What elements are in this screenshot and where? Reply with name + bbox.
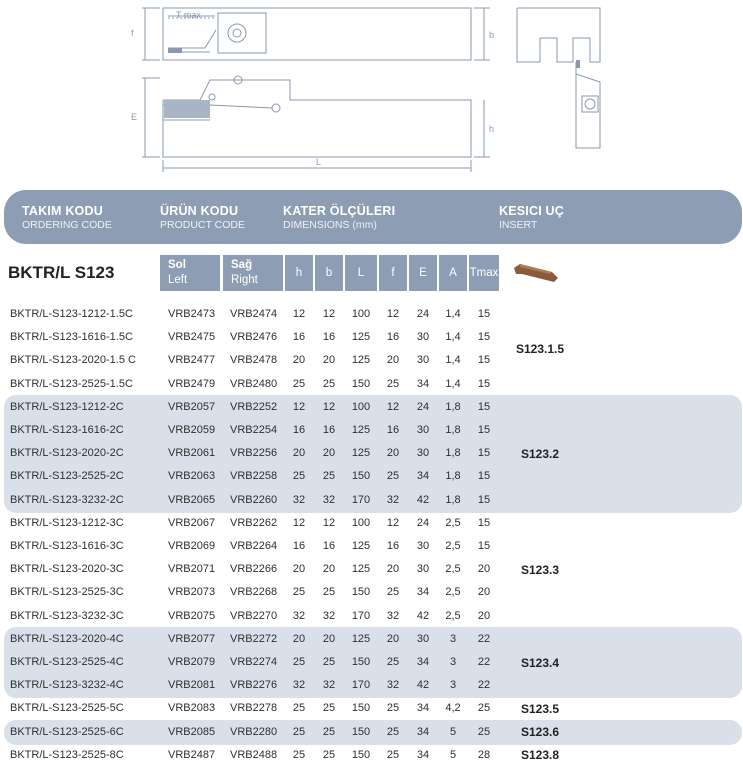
dimension-e: 30 — [416, 331, 430, 344]
dimension-l: 100 — [351, 516, 371, 529]
dimension-a: 2,5 — [445, 609, 461, 622]
grooving-insert-image — [512, 262, 560, 284]
product-code-left: VRB2069 — [168, 540, 216, 552]
dimension-a: 2,5 — [445, 563, 461, 576]
dimension-a: 1,8 — [445, 447, 461, 460]
dimension-tmax: 15 — [477, 308, 491, 320]
product-code-left: VRB2079 — [168, 656, 216, 668]
product-code-right: VRB2478 — [230, 354, 278, 367]
table-row — [0, 675, 743, 698]
dimension-e: 42 — [416, 679, 430, 692]
product-code-right: VRB2480 — [230, 377, 278, 390]
dimension-h: 12 — [292, 516, 306, 529]
ordering-code: BKTR/L-S123-2525-6C — [10, 725, 124, 738]
table-row — [0, 397, 743, 420]
insert-label: S123.2 — [520, 446, 560, 461]
dimension-e: 42 — [416, 609, 430, 622]
dimension-f: 12 — [386, 400, 400, 413]
dimension-f: 12 — [386, 308, 400, 320]
dimension-l: 125 — [351, 424, 371, 436]
dimension-e: 34 — [416, 725, 430, 738]
dimension-b: 25 — [322, 586, 336, 599]
ordering-code: BKTR/L-S123-2020-4C — [10, 632, 124, 645]
product-code-right: VRB2254 — [230, 424, 278, 436]
dimension-h: 25 — [292, 470, 306, 483]
product-code-left: VRB2061 — [168, 447, 216, 460]
dimension-b: 32 — [322, 679, 336, 692]
insert-label: S123.8 — [520, 748, 560, 763]
dimension-b: 20 — [322, 563, 336, 576]
e-label: E — [131, 112, 138, 122]
ordering-code: BKTR/L-S123-2525-8C — [10, 748, 124, 761]
product-code-left: VRB2073 — [168, 586, 216, 599]
product-code-left: VRB2057 — [168, 400, 216, 413]
dimension-h: 12 — [292, 308, 306, 320]
dimension-l: 150 — [351, 656, 371, 668]
dimension-h: 25 — [292, 377, 306, 390]
dimension-l: 150 — [351, 725, 371, 738]
table-row — [0, 698, 743, 721]
dimension-f: 25 — [386, 725, 400, 738]
dimension-h: 20 — [292, 354, 306, 367]
dimension-l: 150 — [351, 702, 371, 715]
table-row — [0, 420, 743, 443]
b-label: b — [489, 30, 495, 40]
ordering-code: BKTR/L-S123-2525-4C — [10, 656, 124, 668]
dimension-a: 2,5 — [445, 586, 461, 599]
dimension-b: 12 — [322, 516, 336, 529]
table-row — [0, 350, 743, 373]
ordering-code-header: TAKIM KODU ORDERING CODE — [22, 204, 112, 231]
ordering-code: BKTR/L-S123-1212-2C — [10, 400, 124, 413]
dimension-f: 32 — [386, 493, 400, 506]
product-code-left: VRB2063 — [168, 470, 216, 483]
dimension-tmax: 15 — [477, 354, 491, 367]
dimension-h: 25 — [292, 702, 306, 715]
dimension-f: 25 — [386, 470, 400, 483]
tmax-label: T max — [176, 10, 201, 20]
dimension-a: 2,5 — [445, 516, 461, 529]
product-code-left: VRB2479 — [168, 377, 216, 390]
dimension-a: 1,4 — [445, 331, 461, 344]
dimension-e: 34 — [416, 702, 430, 715]
table-row — [0, 559, 743, 582]
dimension-h: 16 — [292, 540, 306, 552]
product-code-right: VRB2280 — [230, 725, 278, 738]
dimension-e: 24 — [416, 516, 430, 529]
dimension-e: 34 — [416, 586, 430, 599]
dimension-l: 125 — [351, 354, 371, 367]
dimension-f: 25 — [386, 586, 400, 599]
ordering-code: BKTR/L-S123-2020-1.5 C — [10, 354, 136, 367]
dimension-e: 34 — [416, 656, 430, 668]
dimension-l: 170 — [351, 609, 371, 622]
column-header-b: b — [315, 255, 343, 291]
product-code-right: VRB2262 — [230, 516, 278, 529]
product-code-left: VRB2059 — [168, 424, 216, 436]
product-code-right: VRB2258 — [230, 470, 278, 483]
dimension-l: 150 — [351, 586, 371, 599]
dimension-h: 32 — [292, 493, 306, 506]
dimension-b: 16 — [322, 331, 336, 344]
ordering-code: BKTR/L-S123-1616-3C — [10, 540, 124, 552]
column-header-left: Sol Left — [160, 255, 220, 291]
insert-header: KESICI UÇ INSERT — [499, 204, 565, 231]
dimension-tmax: 20 — [477, 609, 491, 622]
dimension-e: 42 — [416, 493, 430, 506]
insert-label: S123.3 — [520, 562, 560, 577]
ordering-code: BKTR/L-S123-1616-1.5C — [10, 331, 133, 344]
dimension-a: 4,2 — [445, 702, 461, 715]
table-row — [0, 490, 743, 513]
insert-label: S123.1.5 — [515, 342, 565, 357]
dimension-f: 20 — [386, 354, 400, 367]
dimension-tmax: 15 — [477, 470, 491, 483]
dimension-b: 16 — [322, 424, 336, 436]
table-row — [0, 304, 743, 327]
product-code-right: VRB2276 — [230, 679, 278, 692]
dimension-tmax: 25 — [477, 702, 491, 715]
insert-label: S123.6 — [520, 725, 560, 740]
dimension-l: 150 — [351, 748, 371, 761]
product-code-left: VRB2075 — [168, 609, 216, 622]
dimension-h: 32 — [292, 679, 306, 692]
dimension-h: 20 — [292, 447, 306, 460]
insert-label: S123.4 — [520, 655, 560, 670]
dimension-f: 16 — [386, 331, 400, 344]
dimension-l: 125 — [351, 563, 371, 576]
product-code-left: VRB2487 — [168, 748, 216, 761]
table-row — [0, 582, 743, 605]
product-code-right: VRB2260 — [230, 493, 278, 506]
product-code-right: VRB2270 — [230, 609, 278, 622]
dimension-e: 24 — [416, 308, 430, 320]
column-header-tmax: Tmax — [469, 255, 499, 291]
f-label: f — [131, 28, 134, 38]
product-code-header: ÜRÜN KODU PRODUCT CODE — [160, 204, 245, 231]
dimension-a: 5 — [449, 748, 457, 761]
dimension-h: 16 — [292, 424, 306, 436]
table-row — [0, 443, 743, 466]
dimension-f: 12 — [386, 516, 400, 529]
dimension-a: 5 — [449, 725, 457, 738]
dimension-tmax: 22 — [477, 679, 491, 692]
table-row — [0, 652, 743, 675]
product-code-left: VRB2085 — [168, 725, 216, 738]
product-code-left: VRB2083 — [168, 702, 216, 715]
product-code-left: VRB2071 — [168, 563, 216, 576]
dimension-b: 20 — [322, 354, 336, 367]
dimension-a: 1,4 — [445, 308, 461, 320]
dimension-tmax: 15 — [477, 424, 491, 436]
dimension-b: 20 — [322, 447, 336, 460]
dimension-b: 25 — [322, 725, 336, 738]
dimension-tmax: 15 — [477, 377, 491, 390]
dimension-b: 25 — [322, 470, 336, 483]
dimension-b: 25 — [322, 656, 336, 668]
h-label: h — [489, 124, 495, 134]
dimensions-header: KATER ÖLÇÜLERI DIMENSIONS (mm) — [283, 204, 396, 231]
product-code-right: VRB2278 — [230, 702, 278, 715]
ordering-code: BKTR/L-S123-1212-1.5C — [10, 308, 133, 320]
technical-drawing — [0, 0, 743, 190]
dimension-h: 25 — [292, 725, 306, 738]
product-code-left: VRB2065 — [168, 493, 216, 506]
dimension-l: 125 — [351, 447, 371, 460]
dimension-f: 32 — [386, 679, 400, 692]
dimension-l: 100 — [351, 400, 371, 413]
product-code-right: VRB2474 — [230, 308, 278, 320]
dimension-h: 20 — [292, 632, 306, 645]
product-code-left: VRB2473 — [168, 308, 216, 320]
table-row — [0, 466, 743, 489]
column-header-a: A — [439, 255, 467, 291]
series-title: BKTR/L S123 — [8, 263, 115, 282]
dimension-tmax: 22 — [477, 632, 491, 645]
table-row — [0, 513, 743, 536]
product-code-right: VRB2252 — [230, 400, 278, 413]
dimension-b: 20 — [322, 632, 336, 645]
product-code-right: VRB2264 — [230, 540, 278, 552]
dimension-a: 1,4 — [445, 377, 461, 390]
ordering-code: BKTR/L-S123-2020-2C — [10, 447, 124, 460]
table-row — [0, 745, 743, 768]
product-code-right: VRB2266 — [230, 563, 278, 576]
dimension-f: 20 — [386, 447, 400, 460]
dimension-l: 170 — [351, 679, 371, 692]
dimension-f: 20 — [386, 563, 400, 576]
product-code-right: VRB2256 — [230, 447, 278, 460]
table-row — [0, 374, 743, 397]
dimension-b: 12 — [322, 308, 336, 320]
column-header-right: Sağ Right — [223, 255, 283, 291]
column-header-l: L — [345, 255, 377, 291]
dimension-a: 3 — [449, 656, 457, 668]
dimension-tmax: 15 — [477, 400, 491, 413]
dimension-b: 16 — [322, 540, 336, 552]
product-code-right: VRB2488 — [230, 748, 278, 761]
ordering-code: BKTR/L-S123-1616-2C — [10, 424, 124, 436]
dimension-l: 125 — [351, 540, 371, 552]
ordering-code: BKTR/L-S123-1212-3C — [10, 516, 124, 529]
table-row — [0, 722, 743, 745]
dimension-e: 34 — [416, 377, 430, 390]
dimension-b: 25 — [322, 702, 336, 715]
dimension-a: 1,8 — [445, 493, 461, 506]
dimension-b: 32 — [322, 609, 336, 622]
dimension-e: 24 — [416, 400, 430, 413]
dimension-f: 16 — [386, 540, 400, 552]
dimension-a: 1,8 — [445, 400, 461, 413]
dimension-l: 170 — [351, 493, 371, 506]
product-code-left: VRB2067 — [168, 516, 216, 529]
dimension-e: 30 — [416, 424, 430, 436]
dimension-f: 25 — [386, 656, 400, 668]
dimension-h: 12 — [292, 400, 306, 413]
dimension-b: 32 — [322, 493, 336, 506]
dimension-e: 30 — [416, 354, 430, 367]
dimension-a: 3 — [449, 632, 457, 645]
dimension-a: 1,8 — [445, 470, 461, 483]
table-header-band — [4, 190, 742, 244]
dimension-l: 125 — [351, 632, 371, 645]
product-code-left: VRB2477 — [168, 354, 216, 367]
dimension-tmax: 15 — [477, 493, 491, 506]
dimension-tmax: 28 — [477, 748, 491, 761]
ordering-code: BKTR/L-S123-2525-1.5C — [10, 377, 133, 390]
l-label: L — [316, 157, 322, 167]
dimension-tmax: 20 — [477, 586, 491, 599]
dimension-e: 30 — [416, 447, 430, 460]
ordering-code: BKTR/L-S123-2525-5C — [10, 702, 124, 715]
column-header-f: f — [379, 255, 407, 291]
product-code-left: VRB2081 — [168, 679, 216, 692]
product-code-right: VRB2268 — [230, 586, 278, 599]
dimension-h: 25 — [292, 586, 306, 599]
dimension-a: 1,4 — [445, 354, 461, 367]
dimension-tmax: 15 — [477, 447, 491, 460]
product-code-left: VRB2475 — [168, 331, 216, 344]
dimension-h: 32 — [292, 609, 306, 622]
column-header-e: E — [409, 255, 437, 291]
column-header-h: h — [285, 255, 313, 291]
dimension-f: 32 — [386, 609, 400, 622]
ordering-code: BKTR/L-S123-3232-2C — [10, 493, 124, 506]
dimension-tmax: 15 — [477, 540, 491, 552]
ordering-code: BKTR/L-S123-3232-4C — [10, 679, 124, 692]
dimension-l: 150 — [351, 470, 371, 483]
product-code-right: VRB2272 — [230, 632, 278, 645]
dimension-h: 20 — [292, 563, 306, 576]
dimension-a: 2,5 — [445, 540, 461, 552]
dimension-b: 25 — [322, 748, 336, 761]
table-row — [0, 606, 743, 629]
dimension-tmax: 15 — [477, 331, 491, 344]
dimension-h: 25 — [292, 748, 306, 761]
dimension-e: 30 — [416, 563, 430, 576]
ordering-code: BKTR/L-S123-2525-3C — [10, 586, 124, 599]
dimension-b: 12 — [322, 400, 336, 413]
dimension-l: 100 — [351, 308, 371, 320]
dimension-tmax: 22 — [477, 656, 491, 668]
dimension-a: 3 — [449, 679, 457, 692]
table-row — [0, 327, 743, 350]
dimension-tmax: 25 — [477, 725, 491, 738]
table-row — [0, 629, 743, 652]
dimension-f: 25 — [386, 702, 400, 715]
dimension-b: 25 — [322, 377, 336, 390]
dimension-l: 150 — [351, 377, 371, 390]
dimension-l: 125 — [351, 331, 371, 344]
dimension-tmax: 20 — [477, 563, 491, 576]
dimension-e: 34 — [416, 470, 430, 483]
ordering-code: BKTR/L-S123-2020-3C — [10, 563, 124, 576]
dimension-e: 30 — [416, 632, 430, 645]
ordering-code: BKTR/L-S123-3232-3C — [10, 609, 124, 622]
insert-label: S123.5 — [520, 702, 560, 716]
table-row — [0, 536, 743, 559]
dimension-tmax: 15 — [477, 516, 491, 529]
dimension-f: 16 — [386, 424, 400, 436]
product-code-right: VRB2476 — [230, 331, 278, 344]
product-code-right: VRB2274 — [230, 656, 278, 668]
dimension-h: 25 — [292, 656, 306, 668]
dimension-e: 30 — [416, 540, 430, 552]
dimension-f: 20 — [386, 632, 400, 645]
product-code-left: VRB2077 — [168, 632, 216, 645]
ordering-code: BKTR/L-S123-2525-2C — [10, 470, 124, 483]
dimension-f: 25 — [386, 377, 400, 390]
dimension-f: 25 — [386, 748, 400, 761]
dimension-h: 16 — [292, 331, 306, 344]
dimension-e: 34 — [416, 748, 430, 761]
dimension-a: 1,8 — [445, 424, 461, 436]
